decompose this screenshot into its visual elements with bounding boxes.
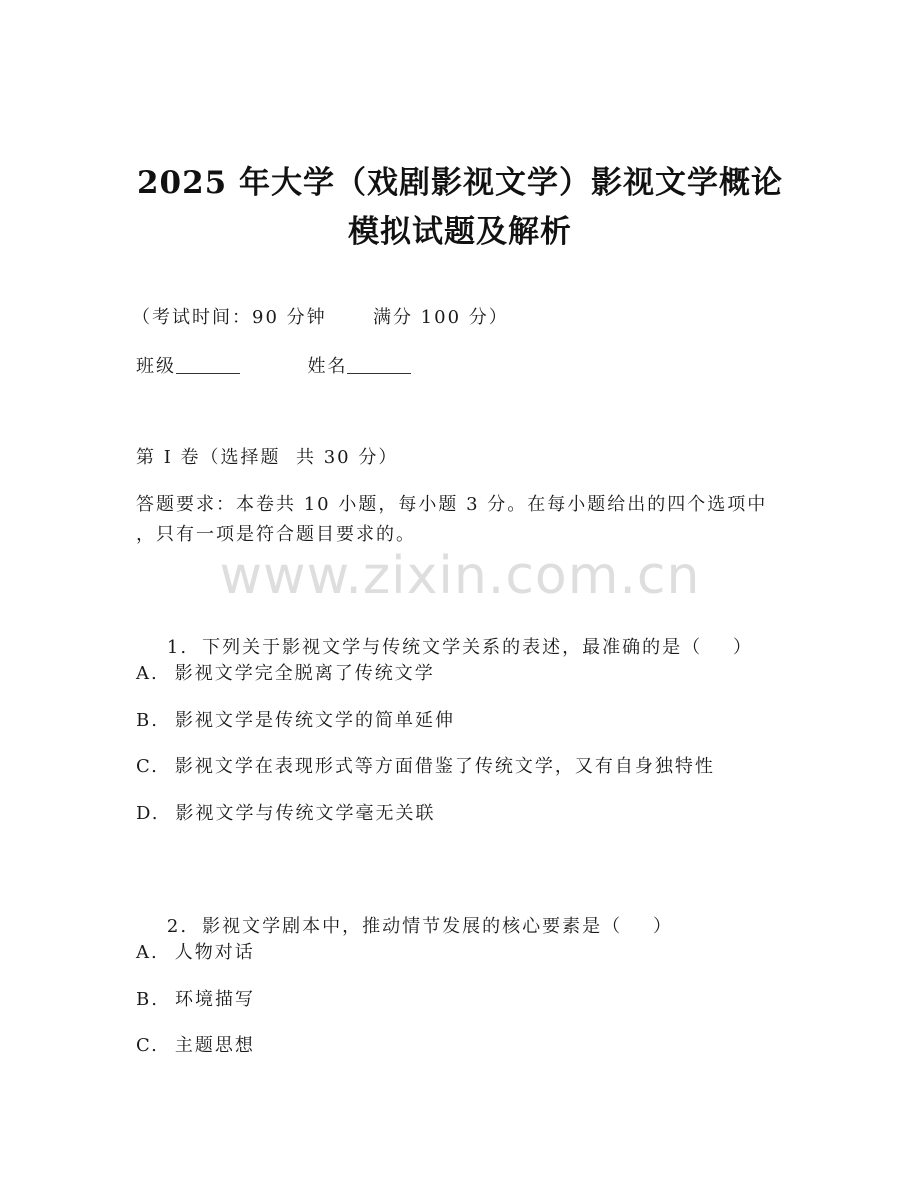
option-1c xyxy=(136,752,715,778)
instructions-line-1: 答题要求：本卷共 10 小题，每小题 3 分。在每小题给出的四个选项中 xyxy=(136,494,768,515)
option-letter: B. xyxy=(136,710,159,731)
option-1b xyxy=(136,706,455,732)
option-1d xyxy=(136,799,436,825)
option-letter: A. xyxy=(136,942,159,963)
option-letter: C. xyxy=(136,1035,159,1056)
exam-info: （考试时间：90 分钟 满分 100 分） xyxy=(132,307,509,328)
question-text: 下列关于影视文学与传统文学关系的表述，最准确的是（ ） xyxy=(202,637,753,658)
name-blank xyxy=(347,355,411,374)
option-text: 影视文学是传统文学的简单延伸 xyxy=(174,710,455,731)
option-text: 影视文学完全脱离了传统文学 xyxy=(174,663,435,684)
section-heading: 第 I 卷（选择题 共 30 分） xyxy=(136,447,399,468)
option-text: 环境描写 xyxy=(174,989,255,1010)
question-number: 2. xyxy=(166,916,189,937)
question-text: 影视文学剧本中，推动情节发展的核心要素是（ ） xyxy=(202,916,673,937)
class-blank xyxy=(176,355,240,374)
option-2c xyxy=(136,1031,255,1057)
option-letter: B. xyxy=(136,989,159,1010)
name-label: 姓名 xyxy=(307,356,348,377)
student-fields xyxy=(136,352,411,378)
option-2a xyxy=(136,938,255,964)
instructions-line-2: ，只有一项是符合题目要求的。 xyxy=(136,524,416,545)
option-text: 人物对话 xyxy=(174,942,255,963)
option-text: 影视文学在表现形式等方面借鉴了传统文学，又有自身独特性 xyxy=(174,756,715,777)
option-text: 影视文学与传统文学毫无关联 xyxy=(175,803,436,824)
option-letter: A. xyxy=(136,663,159,684)
document-title-line-2: 模拟试题及解析 xyxy=(348,214,572,250)
option-2b xyxy=(136,985,255,1011)
option-text: 主题思想 xyxy=(174,1035,255,1056)
option-1a xyxy=(136,659,435,685)
document-title-line-1: 2025 年大学（戏剧影视文学）影视文学概论 xyxy=(136,165,784,201)
question-number: 1. xyxy=(166,637,189,658)
class-label: 班级 xyxy=(136,356,176,377)
option-letter: D. xyxy=(136,803,160,824)
option-letter: C. xyxy=(136,756,159,777)
watermark: www.zixin.com.cn xyxy=(219,546,701,606)
